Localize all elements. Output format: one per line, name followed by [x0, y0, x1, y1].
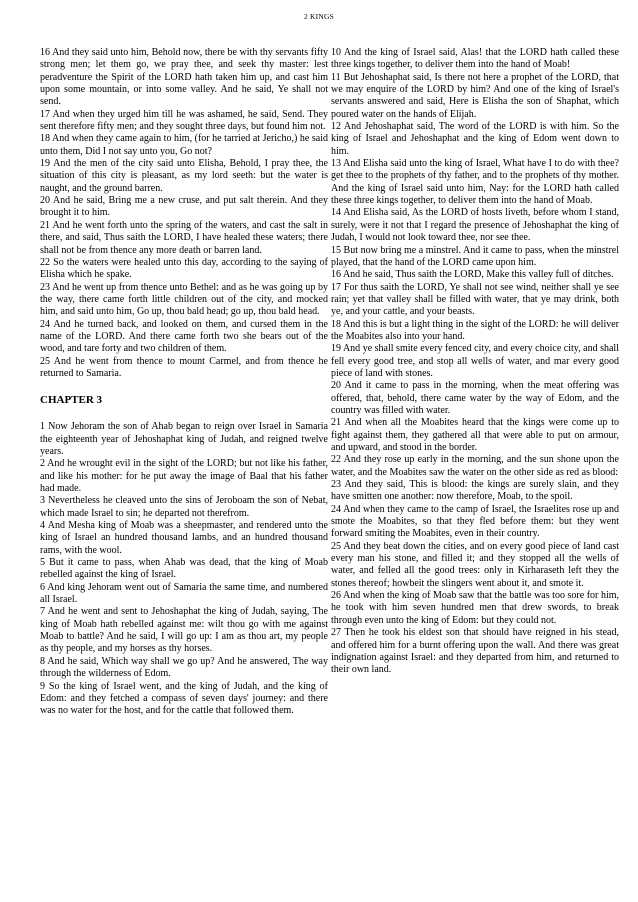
verse-3-19: 19 And ye shall smite every fenced city, and every choice city, and shall fell every good tree, and stop all wells of water, and mar every good piece of land with stones.	[331, 343, 619, 379]
verse-3-12: 12 And Jehoshaphat said, The word of the LORD is with him. So the king of Israel and Jehoshaphat and the king of Edom went down to him.	[331, 121, 619, 157]
verse-3-8: 8 And he said, Which way shall we go up? And he answered, The way through the wilderness of Edom.	[40, 655, 328, 680]
verse-3-7: 7 And he went and sent to Jehoshaphat the king of Judah, saying, The king of Moab hath rebelled against me: wilt thou go with me against Moab to battle? And he said, I will go up: I am as thou art, my people as thy people, and my horses as thy horses.	[40, 606, 328, 655]
verse-2-25: 25 And he went from thence to mount Carmel, and from thence he returned to Samaria.	[40, 355, 328, 379]
verse-3-9: 9 So the king of Israel went, and the king of Judah, and the king of Edom: and they fetched a compass of seven days' journey: and there was no water for the host, and for the cattle that followed them.	[40, 680, 328, 717]
verse-3-2: 2 And he wrought evil in the sight of the LORD; but not like his father, and like his mother: for he put away the image of Baal that his father had made.	[40, 458, 328, 494]
verse-2-21: 21 And he went forth unto the spring of the waters, and cast the salt in there, and said, Thus saith the LORD, I have healed these waters; there shall not be from thence any more death or barren land.	[40, 219, 328, 256]
verse-3-16: 16 And he said, Thus saith the LORD, Make this valley full of ditches.	[331, 269, 614, 281]
verse-3-20: 20 And it came to pass in the morning, when the meat offering was offered, that, behold, there came water by the way of Edom, and the country was filled with water.	[331, 380, 619, 416]
verse-3-18: 18 And this is but a light thing in the sight of the LORD: he will deliver the Moabites also into your hand.	[331, 318, 619, 342]
verse-3-22: 22 And they rose up early in the morning, and the sun shone upon the water, and the Moabites saw the water on the other side as red as blood:	[331, 454, 619, 478]
verse-3-4: 4 And Mesha king of Moab was a sheepmaster, and rendered unto the king of Israel an hundred thousand lambs, and an hundred thousand rams, with the wool.	[40, 520, 328, 556]
verse-3-14: 14 And Elisha said, As the LORD of hosts liveth, before whom I stand, surely, were it not that I regard the presence of Jehoshaphat the king of Judah, I would not look toward thee, nor see thee.	[331, 207, 619, 244]
verse-2-24: 24 And he turned back, and looked on them, and cursed them in the name of the LORD. And there came forth two she bears out of the wood, and tare forty and two children of them.	[40, 318, 328, 355]
verse-3-10: 10 And the king of Israel said, Alas! that the LORD hath called these three kings together, to deliver them into the hand of Moab!	[331, 47, 619, 71]
verse-3-5: 5 But it came to pass, when Ahab was dead, that the king of Moab rebelled against the king of Israel.	[40, 557, 328, 581]
verse-3-17: 17 For thus saith the LORD, Ye shall not see wind, neither shall ye see rain; yet that valley shall be filled with water, that ye may drink, both ye, and your cattle, and your beasts.	[331, 281, 619, 318]
verse-3-26: 26 And when the king of Moab saw that the battle was too sore for him, he took with him seven hundred men that drew swords, to break through even unto the king of Edom: but they could not.	[331, 590, 619, 626]
verse-2-20: 20 And he said, Bring me a new cruse, and put salt therein. And they brought it to him.	[40, 195, 328, 219]
chapter-heading: CHAPTER 3	[40, 394, 103, 407]
verse-2-18: 18 And when they came again to him, (for he tarried at Jericho,) he said unto them, Did I not say unto you, Go not?	[40, 133, 328, 157]
verse-3-6: 6 And king Jehoram went out of Samaria the same time, and numbered all Israel.	[40, 581, 328, 606]
verse-3-24: 24 And when they came to the camp of Israel, the Israelites rose up and smote the Moabites, so that they fled before them: but they went forward smiting the Moabites, even in their country.	[331, 503, 619, 540]
verse-2-16: 16 And they said unto him, Behold now, there be with thy servants fifty strong men; let them go, we pray thee, and seek thy master: lest peradventure the Spirit of the LORD hath taken him up, and cast him upon some mountain, or into some valley. And he said, Ye shall not send.	[40, 47, 328, 108]
verse-3-27: 27 Then he took his eldest son that should have reigned in his stead, and offered him for a burnt offering upon the wall. And there was great indignation against Israel: and they departed from him, and returned to their own land.	[331, 627, 619, 676]
verse-3-15: 15 But now bring me a minstrel. And it came to pass, when the minstrel played, that the hand of the LORD came upon him.	[331, 244, 619, 268]
verse-3-11: 11 But Jehoshaphat said, Is there not here a prophet of the LORD, that we may enquire of the LORD by him? And one of the king of Israel's servants answered and said, Here is Elisha the son of Shaphat, which poured water on the hands of Elijah.	[331, 71, 619, 120]
right-column	[331, 47, 619, 677]
verse-3-25: 25 And they beat down the cities, and on every good piece of land cast every man his stone, and filled it; and they stopped all the wells of water, and felled all the good trees: only in Kirharaseth left they the stones thereof; howbeit the slingers went about it, and smote it.	[331, 540, 619, 589]
verse-3-3: 3 Nevertheless he cleaved unto the sins of Jeroboam the son of Nebat, which made Israel to sin; he departed not therefrom.	[40, 495, 328, 519]
verse-3-21: 21 And when all the Moabites heard that the kings were come up to fight against them, they gathered all that were able to put on armour, and upward, and stood in the border.	[331, 417, 619, 453]
running-header: 2 KINGS	[304, 12, 334, 21]
verse-3-1: 1 Now Jehoram the son of Ahab began to reign over Israel in Samaria the eighteenth year of Jehoshaphat king of Judah, and reigned twelve years.	[40, 421, 328, 457]
verse-2-22: 22 So the waters were healed unto this day, according to the saying of Elisha which he spake.	[40, 256, 328, 281]
verse-2-17: 17 And when they urged him till he was ashamed, he said, Send. They sent therefore fifty men; and they sought three days, but found him not.	[40, 108, 328, 133]
verse-3-13: 13 And Elisha said unto the king of Israel, What have I to do with thee? get thee to the prophets of thy father, and to the prophets of thy mother. And the king of Israel said unto him, Nay: for the LORD hath called these three kings together, to deliver them into the hand of Moab.	[331, 158, 619, 207]
verse-2-19: 19 And the men of the city said unto Elisha, Behold, I pray thee, the situation of this city is pleasant, as my lord seeth: but the water is naught, and the ground barren.	[40, 158, 328, 194]
verse-3-23: 23 And they said, This is blood: the kings are surely slain, and they have smitten one another: now therefore, Moab, to the spoil.	[331, 479, 619, 503]
verse-2-23: 23 And he went up from thence unto Bethel: and as he was going up by the way, there came forth little children out of the city, and mocked him, and said unto him, Go up, thou bald head; go up, thou bald head.	[40, 281, 328, 318]
left-column	[40, 47, 328, 718]
